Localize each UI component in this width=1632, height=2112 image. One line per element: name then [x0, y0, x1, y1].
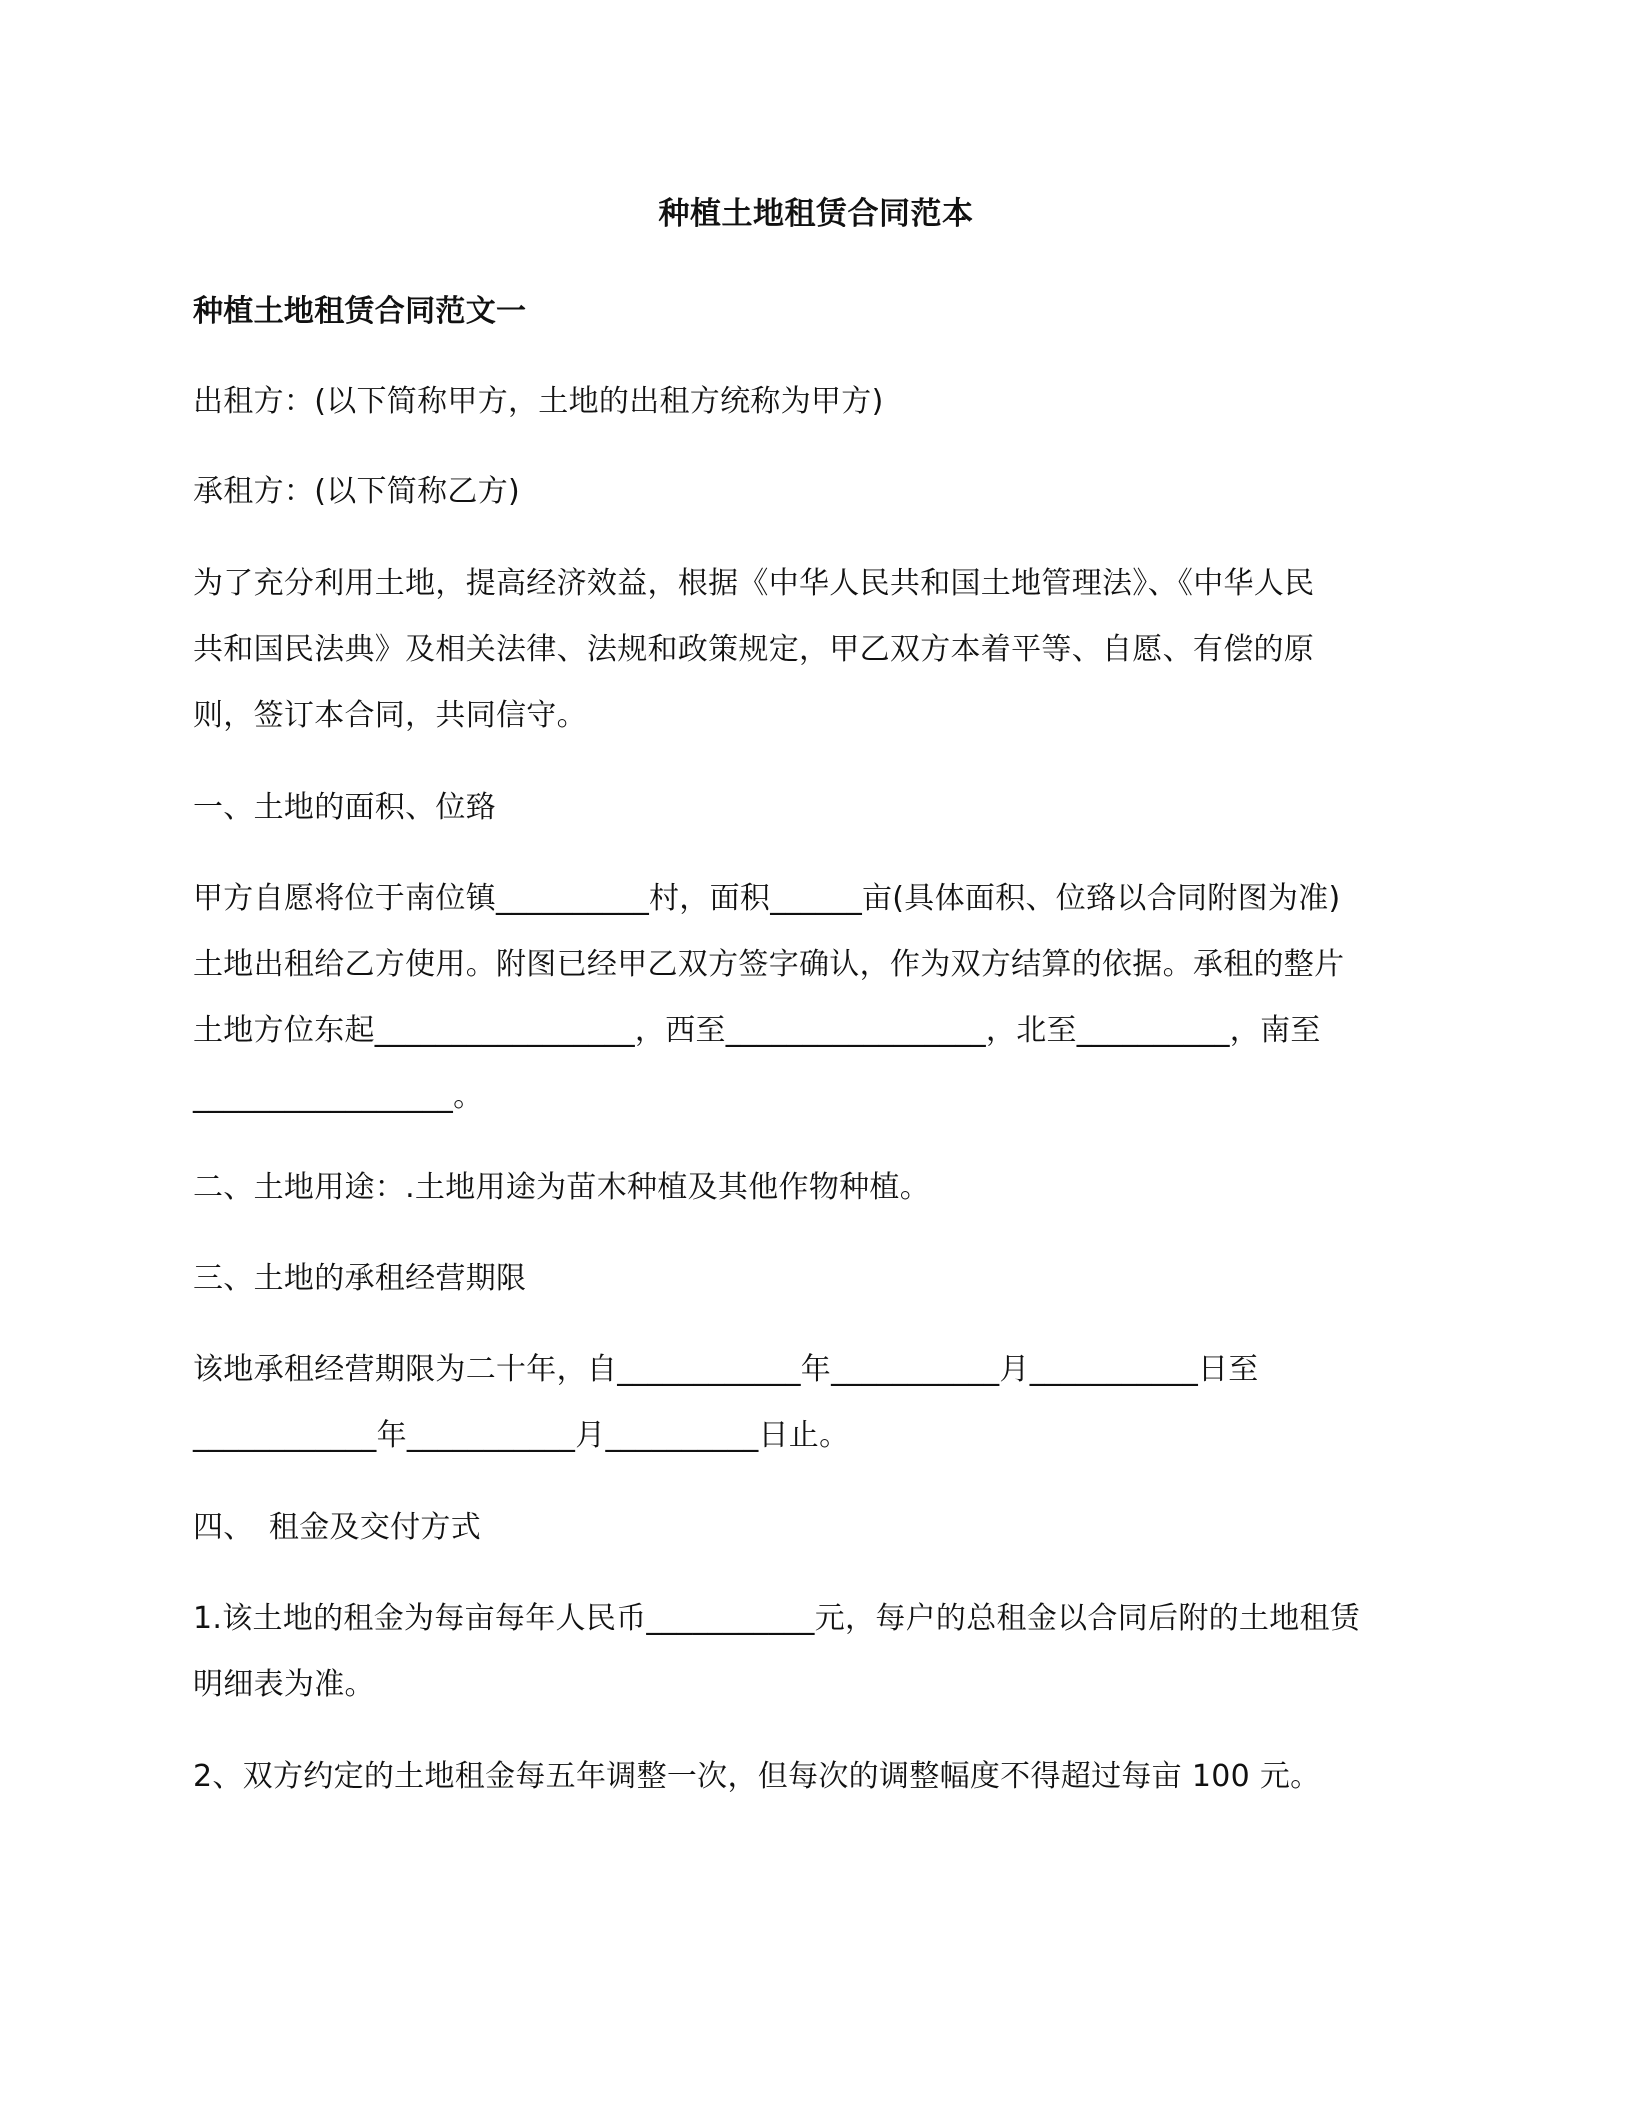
clause-1-text-line-4: _________________。	[193, 1079, 484, 1114]
clause-1-text-line-3: 土地方位东起_________________，西至_________________，北至__________，南至	[193, 1013, 1321, 1048]
clause-2-text: 二、土地用途：.土地用途为苗木种植及其他作物种植。	[193, 1170, 931, 1205]
clause-4-item-1-line-2: 明细表为准。	[193, 1667, 375, 1702]
clause-3-text-line-1: 该地承租经营期限为二十年，自____________年___________月___________日至	[193, 1352, 1259, 1387]
document-title: 种植土地租赁合同范本	[658, 196, 974, 232]
clause-3-text-line-2: ____________年___________月__________日止。	[193, 1418, 850, 1453]
clause-1-text-line-1: 甲方自愿将位于南位镇__________村，面积______亩(具体面积、位臵以合同附图为准)	[193, 881, 1341, 916]
clause-4-item-1-line-1: 1.该土地的租金为每亩每年人民币___________元，每户的总租金以合同后附的土地租赁	[193, 1601, 1361, 1636]
clause-3-heading: 三、土地的承租经营期限	[193, 1261, 527, 1296]
lessor-line: 出租方：(以下简称甲方，土地的出租方统称为甲方)	[193, 384, 884, 419]
section-heading: 种植土地租赁合同范文一	[193, 294, 527, 329]
clause-4-item-2: 2、双方约定的土地租金每五年调整一次，但每次的调整幅度不得超过每亩 100 元。	[193, 1759, 1321, 1794]
clause-4-heading: 四、 租金及交付方式	[193, 1510, 481, 1545]
preamble-line-1: 为了充分利用土地，提高经济效益，根据《中华人民共和国土地管理法》、《中华人民	[193, 566, 1315, 601]
lessee-line: 承租方：(以下简称乙方)	[193, 474, 521, 509]
preamble-line-3: 则，签订本合同，共同信守。	[193, 698, 587, 733]
preamble-line-2: 共和国民法典》及相关法律、法规和政策规定，甲乙双方本着平等、自愿、有偿的原	[193, 632, 1315, 667]
clause-1-heading: 一、土地的面积、位臵	[193, 790, 496, 825]
clause-1-text-line-2: 土地出租给乙方使用。附图已经甲乙双方签字确认，作为双方结算的依据。承租的整片	[193, 947, 1345, 982]
